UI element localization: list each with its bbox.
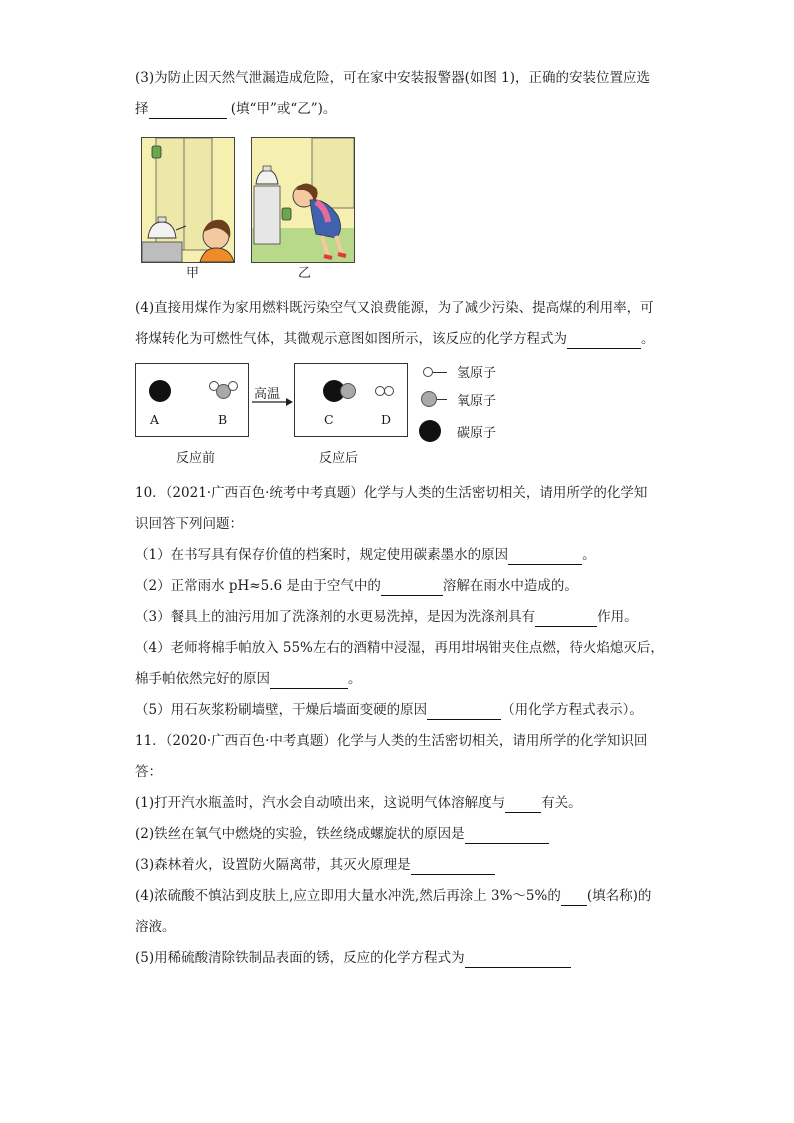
q10-sub3 [135,607,638,627]
q11-head-line1: 11．（2020·广西百色·中考真题）化学与人类的生活密切相关，请用所学的化学知识回 [135,733,648,749]
q11-sub3-text: (3)森林着火，设置防火隔离带，其灭火原理是 [135,857,411,873]
q11-sub4-prefix: (4)浓硫酸不慎沾到皮肤上,应立即用大量水冲洗,然后再涂上 3%～5%的 [135,888,561,904]
q10-sub4-blank[interactable] [270,673,348,689]
q11-sub2-text: (2)铁丝在氧气中燃烧的实验，铁丝绕成螺旋状的原因是 [135,826,465,842]
q10-sub1-end: 。 [582,547,596,563]
q4-answer-blank[interactable] [567,333,641,349]
label-a: A [150,412,160,427]
q10-sub4-line1: （4）老师将棉手帕放入 55%左右的酒精中浸湿，再用坩埚钳夹住点燃，待火焰熄灭后， [135,640,664,656]
reaction-before-box [135,363,249,437]
q11-sub1-suffix: 有关。 [541,795,582,811]
q11-sub4-line2: 溶液。 [135,919,176,935]
q10-head-line2: 识回答下列问题： [135,516,243,532]
q11-sub1-blank[interactable] [505,797,541,813]
q11-sub2-blank[interactable] [465,828,549,844]
q11-sub4-blank[interactable] [561,890,587,906]
caption-jia: 甲 [186,266,200,281]
q10-sub1-text: （1）在书写具有保存价值的档案时，规定使用碳素墨水的原因 [135,547,509,563]
q10-sub4-text: 棉手帕依然完好的原因 [135,671,270,687]
q3-answer-blank[interactable] [149,103,227,119]
legend-hydrogen-dash [433,372,447,373]
q10-sub5-prefix: （5）用石灰浆粉刷墙壁，干燥后墙面变硬的原因 [135,702,428,718]
figure-yi-illustration [252,138,354,262]
q11-sub5 [135,948,571,968]
q10-sub2-blank[interactable] [381,580,443,596]
q4-line2 [135,329,655,349]
q11-sub5-text: (5)用稀硫酸清除铁制品表面的锈，反应的化学方程式为 [135,950,465,966]
q4-line1: (4)直接用煤作为家用燃料既污染空气又浪费能源，为了减少污染、提高煤的利用率，可 [135,300,654,316]
gas-alarm-icon [282,208,291,220]
figure-jia-illustration [142,138,234,262]
q11-sub1 [135,793,582,813]
caption-after: 反应后 [319,451,359,466]
legend-carbon-label: 碳原子 [457,426,497,441]
legend-hydrogen-label: 氢原子 [457,366,497,381]
q11-sub4-line1 [135,886,651,906]
legend-oxygen-label: 氧原子 [457,394,497,409]
q3-line1: (3)为防止因天然气泄漏造成危险，可在家中安装报警器(如图 1)，正确的安装位置应选 [135,70,651,86]
carbon-atom-a [149,380,171,402]
oxygen-atom-c [340,383,356,399]
q10-sub4-end: 。 [348,671,362,687]
q3-line2 [135,99,336,119]
q11-sub3-blank[interactable] [411,859,495,875]
q10-sub5-blank[interactable] [427,704,501,720]
q10-sub2 [135,576,578,596]
caption-yi: 乙 [298,266,312,281]
q10-sub3-suffix: 作用。 [597,609,638,625]
q11-sub2 [135,824,549,844]
q11-sub1-prefix: (1)打开汽水瓶盖时，汽水会自动喷出来，这说明气体溶解度与 [135,795,506,811]
legend-oxygen-icon [421,391,437,407]
q10-sub1 [135,545,596,565]
q11-sub5-blank[interactable] [465,952,571,968]
q10-sub5 [135,700,643,720]
q10-head-line1: 10．（2021·广西百色·统考中考真题）化学与人类的生活密切相关，请用所学的化学知 [135,485,648,501]
label-b: B [218,412,228,427]
figure-jia [141,137,235,263]
q10-sub2-prefix: （2）正常雨水 pH≈5.6 是由于空气中的 [135,578,381,594]
q10-sub2-suffix: 溶解在雨水中造成的。 [442,578,578,594]
q4-line2-end: 。 [641,331,655,347]
q3-line2-prefix: 择 [135,101,149,117]
arrow-label: 高温 [254,387,281,402]
q11-head-line2: 答： [135,764,162,780]
q10-sub3-prefix: （3）餐具上的油污用加了洗涤剂的水更易洗掉，是因为洗涤剂具有 [135,609,536,625]
q11-sub3 [135,855,495,875]
caption-before: 反应前 [176,451,216,466]
gas-alarm-icon [152,146,161,158]
label-c: C [324,412,334,427]
q3-line2-suffix: (填“甲”或“乙”)。 [226,101,337,117]
legend-oxygen-dash [437,399,447,400]
legend-carbon-icon [419,420,441,442]
q11-sub4-suffix: (填名称)的 [586,888,652,904]
q10-sub3-blank[interactable] [535,611,597,627]
hydrogen-atom-d2 [384,386,394,396]
figure-yi [251,137,355,263]
legend-hydrogen-icon [423,367,433,377]
q4-line2-text: 将煤转化为可燃性气体，其微观示意图如图所示，该反应的化学方程式为 [135,331,567,347]
reaction-after-box [294,363,408,437]
q10-sub5-suffix: （用化学方程式表示）。 [501,702,643,718]
reaction-arrow-icon [250,396,294,408]
q10-sub1-blank[interactable] [508,549,582,565]
hydrogen-atom-b2 [228,381,238,391]
q10-sub4-line2 [135,669,362,689]
label-d: D [381,412,392,427]
